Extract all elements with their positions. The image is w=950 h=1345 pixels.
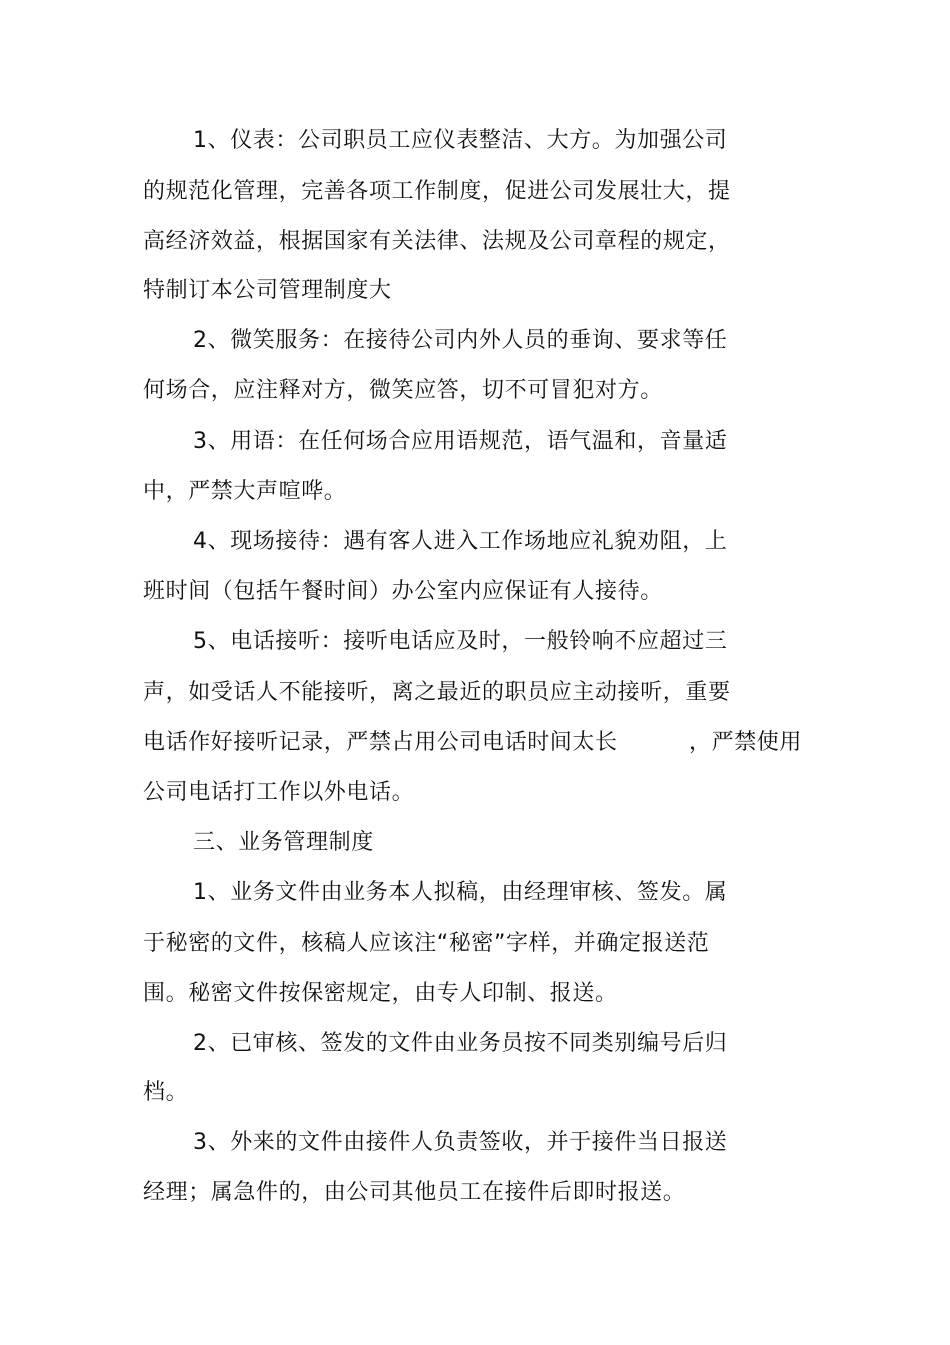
paragraph-7-line-2: 档。	[143, 1080, 189, 1105]
paragraph-4-line-1: 4、现场接待：遇有客人进入工作场地应礼貌劝阻，上	[193, 529, 728, 554]
paragraph-3-line-2: 中，严禁大声喧哗。	[143, 479, 347, 504]
section-heading: 三、业务管理制度	[193, 830, 374, 855]
paragraph-1-line-4: 特制订本公司管理制度大	[143, 278, 392, 303]
paragraph-6-line-3: 围。秘密文件按保密规定，由专人印制、报送。	[143, 981, 618, 1006]
paragraph-4-line-2: 班时间（包括午餐时间）办公室内应保证有人接待。	[143, 579, 663, 604]
paragraph-6-line-1: 1、业务文件由业务本人拟稿，由经理审核、签发。属	[193, 880, 728, 905]
paragraph-3-line-1: 3、用语：在任何场合应用语规范，语气温和，音量适	[193, 429, 728, 454]
paragraph-8-line-2: 经理；属急件的，由公司其他员工在接件后即时报送。	[143, 1180, 686, 1205]
paragraph-7-line-1: 2、已审核、签发的文件由业务员按不同类别编号后归	[193, 1031, 728, 1056]
paragraph-8-line-1: 3、外来的文件由接件人负责签收，并于接件当日报送	[193, 1130, 728, 1155]
paragraph-2-line-1: 2、微笑服务：在接待公司内外人员的垂询、要求等任	[193, 328, 728, 353]
paragraph-1-line-3: 高经济效益，根据国家有关法律、法规及公司章程的规定，	[143, 229, 731, 254]
paragraph-5-line-3: 电话作好接听记录，严禁占用公司电话时间太长	[143, 730, 618, 755]
paragraph-2-line-2: 何场合，应注释对方，微笑应答，切不可冒犯对方。	[143, 378, 663, 403]
paragraph-5-line-3-tail: ，严禁使用	[689, 730, 803, 755]
paragraph-5-line-2: 声，如受话人不能接听，离之最近的职员应主动接听，重要	[143, 680, 731, 705]
paragraph-5-line-4: 公司电话打工作以外电话。	[143, 780, 415, 805]
paragraph-1-line-2: 的规范化管理，完善各项工作制度，促进公司发展壮大，提	[143, 179, 731, 204]
paragraph-5-line-1: 5、电话接听：接听电话应及时，一般铃响不应超过三	[193, 629, 728, 654]
paragraph-6-line-2: 于秘密的文件，核稿人应该注“秘密”字样，并确定报送范	[143, 931, 710, 956]
paragraph-1-line-1: 1、仪表：公司职员工应仪表整洁、大方。为加强公司	[193, 128, 728, 153]
